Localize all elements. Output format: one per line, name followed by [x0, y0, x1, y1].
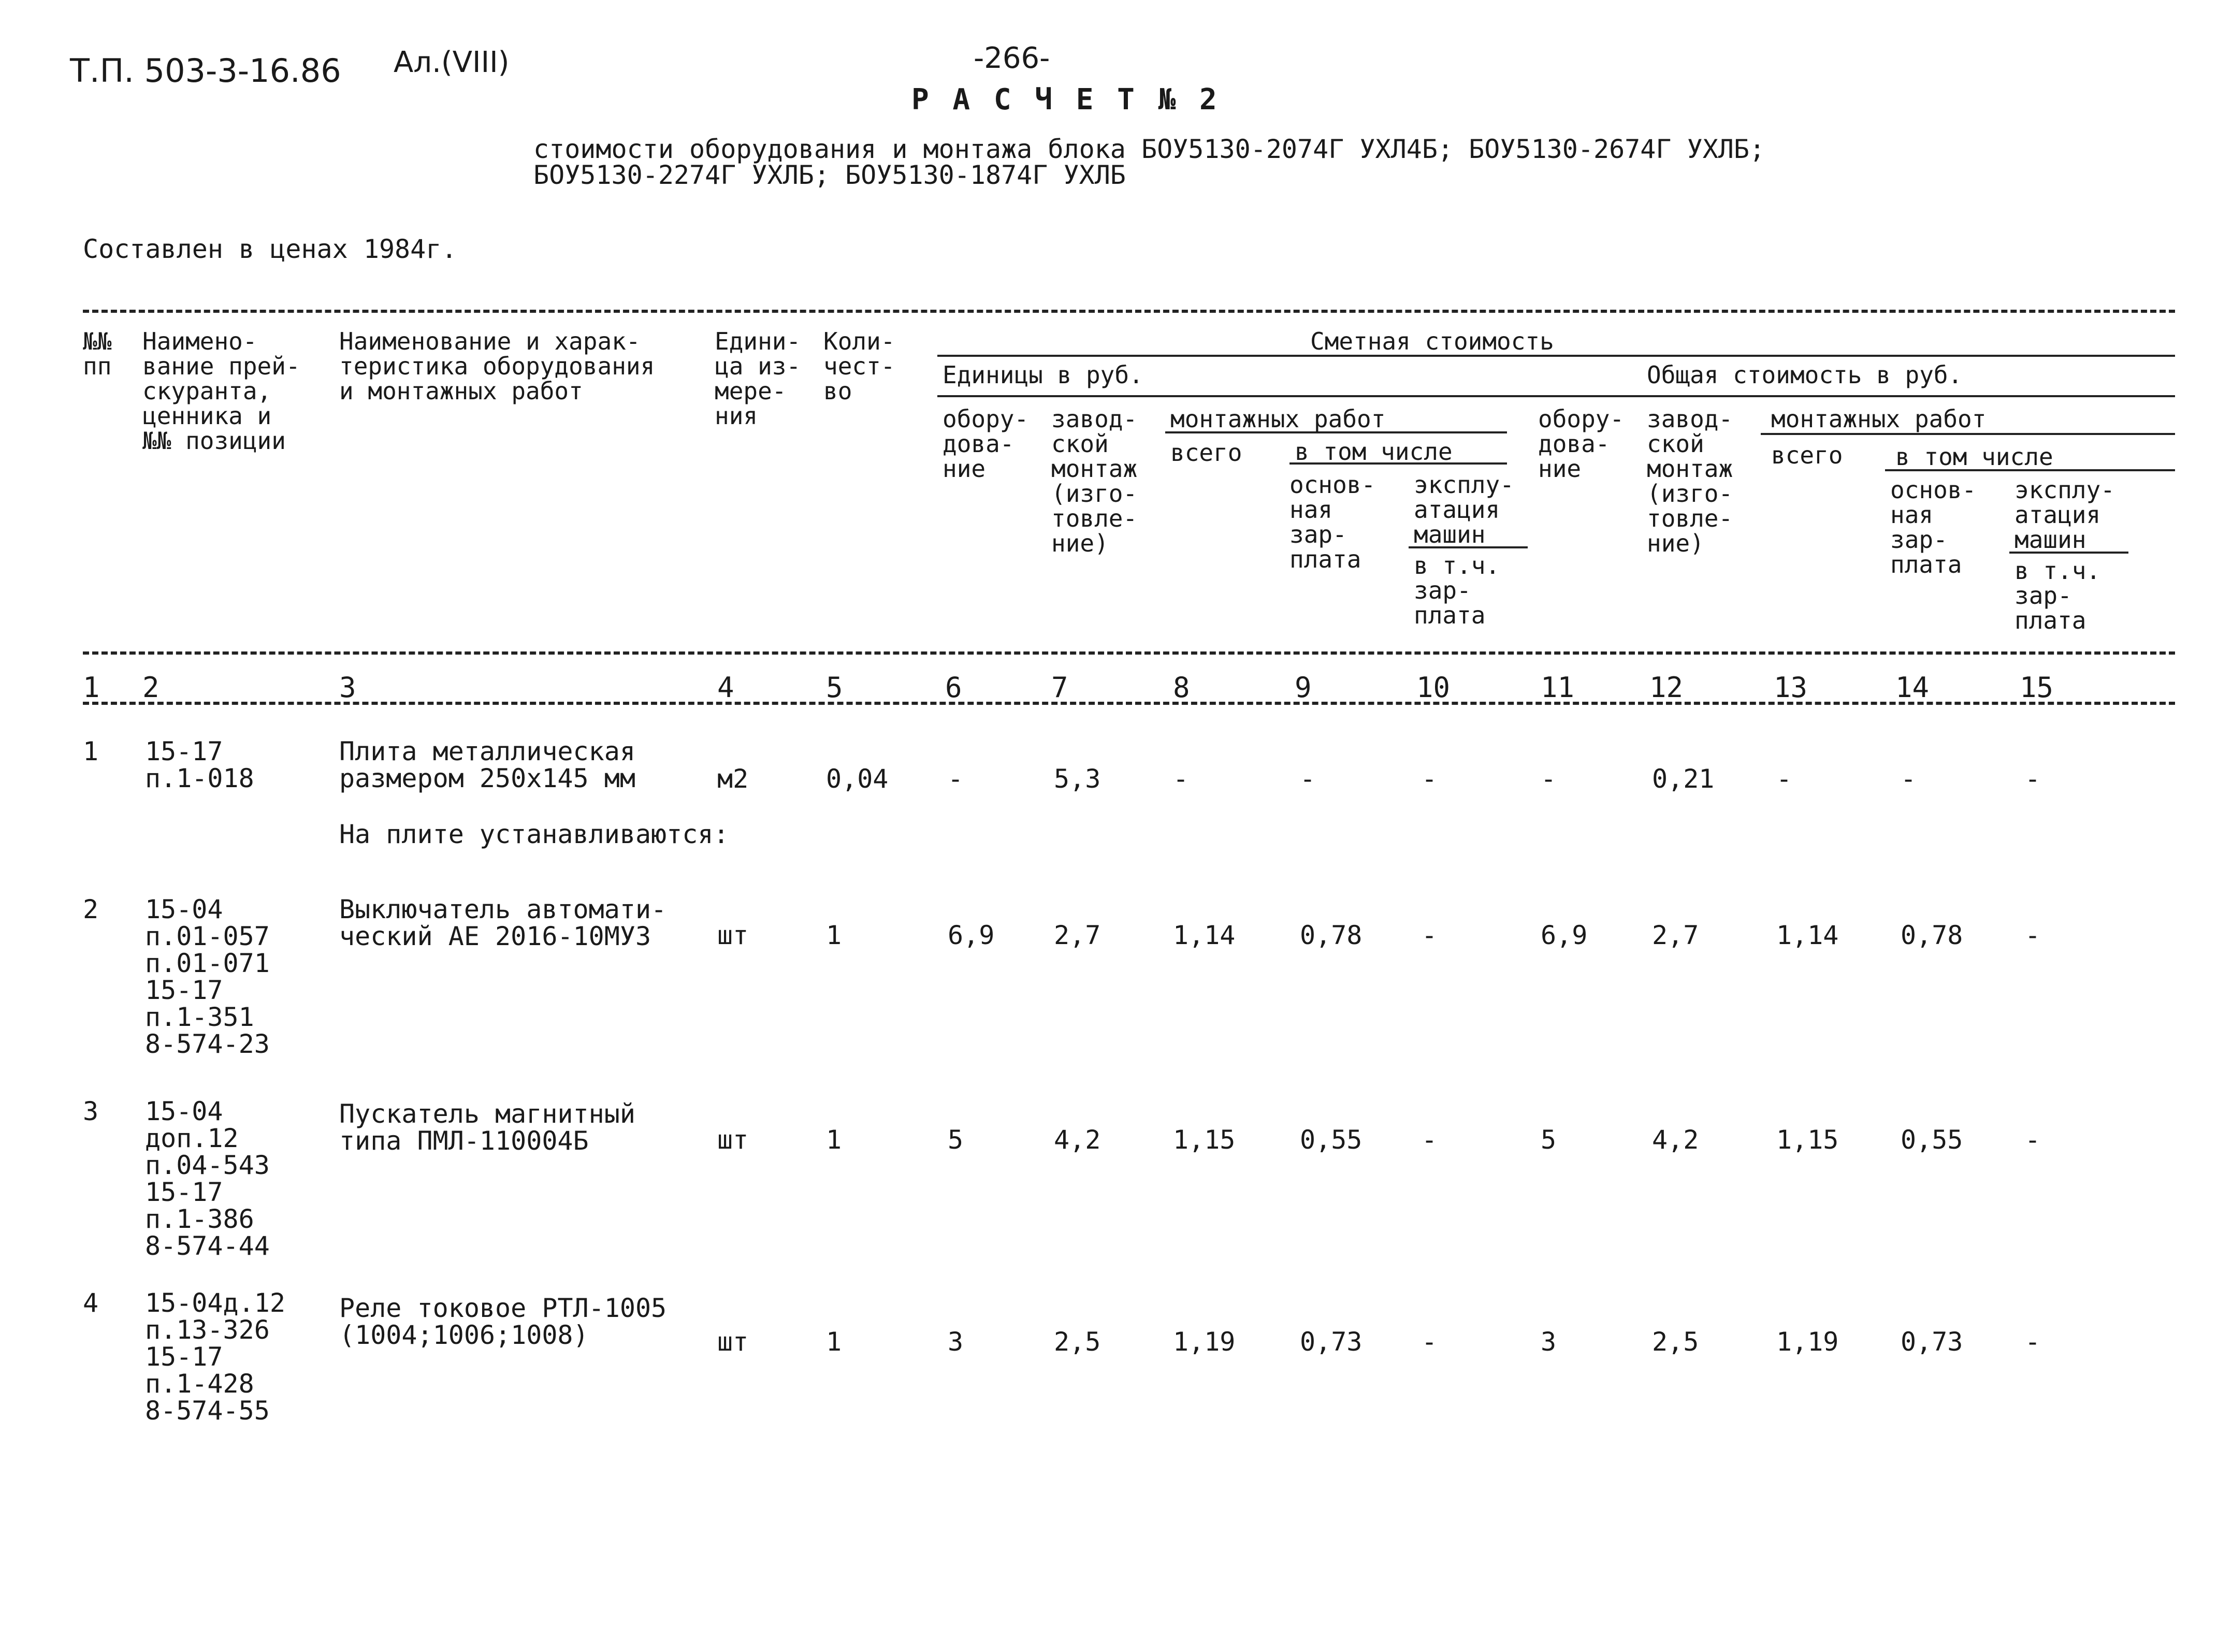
row-4-col6: 3 — [948, 1327, 964, 1357]
album-number: Ал.(VIII) — [394, 46, 510, 79]
header-total-including: в том числе — [1895, 443, 2053, 471]
row-4-col14: 0,73 — [1901, 1327, 1963, 1357]
column-number: 3 — [339, 671, 356, 704]
document-code: Т.П. 503-3-16.86 — [70, 52, 341, 90]
row-2-quantity: 1 — [826, 920, 842, 950]
row-2-col11: 6,9 — [1541, 920, 1588, 950]
row-4-col10: - — [1422, 1327, 1438, 1357]
row-3-unit: шт — [717, 1125, 749, 1155]
row-3-col11: 5 — [1541, 1125, 1557, 1155]
row-1-col6: - — [948, 764, 964, 794]
row-1-reference: 15-17 п.1-018 — [145, 736, 254, 793]
column-number: 1 — [83, 671, 100, 704]
header-unit-total: всего — [1170, 439, 1242, 467]
header-unit-wage: основ- ная зар- плата — [1289, 471, 1376, 573]
row-3-col9: 0,55 — [1300, 1125, 1363, 1155]
row-3-number: 3 — [83, 1096, 99, 1126]
header-unit-machines: эксплу- атация машин — [1414, 471, 1514, 548]
header-unit: Едини- ца из- мере- ния — [715, 327, 801, 430]
row-3-col6: 5 — [948, 1125, 964, 1155]
subtitle-line-1: стоимости оборудования и монтажа блока БОУ5130-2074Г УХЛ4Б; БОУ5130-2674Г УХЛБ; — [533, 134, 1765, 164]
column-number: 12 — [1649, 671, 1684, 704]
row-3-col10: - — [1422, 1125, 1438, 1155]
row-1-number: 1 — [83, 736, 99, 766]
column-number: 6 — [945, 671, 962, 704]
header-unit-including: в том числе — [1295, 438, 1453, 466]
page-title: Р А С Ч Е Т № 2 — [911, 83, 1220, 117]
column-number: 14 — [1895, 671, 1930, 704]
subtitle-line-2: БОУ5130-2274Г УХЛБ; БОУ5130-1874Г УХЛБ — [533, 160, 1126, 190]
total-install-rule — [1761, 433, 2175, 435]
header-unit-installation: монтажных работ — [1170, 405, 1386, 433]
unit-total-rule — [937, 395, 2175, 397]
row-4-col11: 3 — [1541, 1327, 1557, 1357]
row-3-col15: - — [2025, 1125, 2041, 1155]
header-total-all: всего — [1771, 441, 1843, 469]
row-1-col7: 5,3 — [1054, 764, 1101, 794]
header-total-cost: Общая стоимость в руб. — [1647, 361, 1963, 389]
row-2-col15: - — [2025, 920, 2041, 950]
header-price-list: Наимено- вание прей- скуранта, ценника и №№ позиции — [142, 327, 300, 455]
page-number: -266- — [974, 41, 1050, 75]
row-1-col11: - — [1541, 764, 1557, 794]
header-unit-cost: Единицы в руб. — [943, 361, 1143, 389]
row-3-quantity: 1 — [826, 1125, 842, 1155]
row-4-col12: 2,5 — [1652, 1327, 1699, 1357]
row-1-col10: - — [1422, 764, 1438, 794]
row-2-col7: 2,7 — [1054, 920, 1101, 950]
row-4-col13: 1,19 — [1776, 1327, 1839, 1357]
row-1-quantity: 0,04 — [826, 764, 889, 794]
header-item-name: Наименование и харак- теристика оборудования и монтажных работ — [339, 327, 655, 405]
row-4-col9: 0,73 — [1300, 1327, 1363, 1357]
row-4-number: 4 — [83, 1288, 99, 1318]
column-number: 9 — [1295, 671, 1312, 704]
row-4-col7: 2,5 — [1054, 1327, 1101, 1357]
header-total-machines: эксплу- атация машин — [2014, 476, 2115, 554]
header-total-installation: монтажных работ — [1771, 405, 1987, 433]
header-bottom-rule — [83, 651, 2175, 655]
row-2-number: 2 — [83, 894, 99, 924]
column-number: 8 — [1173, 671, 1190, 704]
row-3-col14: 0,55 — [1901, 1125, 1963, 1155]
plate-note: На плите устанавливаются: — [339, 819, 729, 849]
row-3-reference: 15-04 доп.12 п.04-543 15-17 п.1-386 8-574-44 — [145, 1096, 270, 1261]
row-2-reference: 15-04 п.01-057 п.01-071 15-17 п.1-351 8-574-23 — [145, 894, 270, 1059]
prices-note: Составлен в ценах 1984г. — [83, 234, 457, 264]
header-total-wage: основ- ная зар- плата — [1890, 476, 1977, 578]
row-4-quantity: 1 — [826, 1327, 842, 1357]
header-row-number: №№ пп — [83, 327, 112, 380]
column-number: 11 — [1541, 671, 1575, 704]
column-number: 13 — [1774, 671, 1808, 704]
row-4-unit: шт — [717, 1327, 749, 1357]
column-number: 2 — [142, 671, 160, 704]
header-unit-factory: завод- ской монтаж (изго- товле- ние) — [1051, 405, 1138, 557]
row-4-name: Реле токовое РТЛ-1005 (1004;1006;1008) — [339, 1293, 667, 1350]
column-number: 5 — [826, 671, 843, 704]
header-unit-equipment: обору- дова- ние — [943, 405, 1029, 483]
header-total-equipment: обору- дова- ние — [1538, 405, 1625, 483]
row-2-col13: 1,14 — [1776, 920, 1839, 950]
row-3-col12: 4,2 — [1652, 1125, 1699, 1155]
row-1-col15: - — [2025, 764, 2041, 794]
header-quantity: Коли- чест- во — [823, 327, 895, 405]
row-1-name: Плита металлическая размером 250х145 мм — [339, 736, 635, 793]
header-total-machines-wage: в т.ч. зар- плата — [2014, 557, 2101, 634]
cost-group-rule — [937, 355, 2175, 357]
row-1-col12: 0,21 — [1652, 764, 1715, 794]
row-1-col8: - — [1173, 764, 1189, 794]
row-2-col9: 0,78 — [1300, 920, 1363, 950]
header-estimated-cost: Сметная стоимость — [1310, 327, 1554, 355]
row-3-name: Пускатель магнитный типа ПМЛ-110004Б — [339, 1099, 635, 1156]
row-4-col15: - — [2025, 1327, 2041, 1357]
row-3-col13: 1,15 — [1776, 1125, 1839, 1155]
row-3-col7: 4,2 — [1054, 1125, 1101, 1155]
row-1-col9: - — [1300, 764, 1316, 794]
column-number: 4 — [717, 671, 734, 704]
header-total-factory: завод- ской монтаж (изго- товле- ние) — [1647, 405, 1733, 557]
column-number: 10 — [1416, 671, 1451, 704]
row-1-unit: м2 — [717, 764, 749, 794]
row-4-reference: 15-04д.12 п.13-326 15-17 п.1-428 8-574-55 — [145, 1288, 285, 1426]
column-number: 7 — [1051, 671, 1068, 704]
row-1-col14: - — [1901, 764, 1917, 794]
row-3-col8: 1,15 — [1173, 1125, 1236, 1155]
row-2-col12: 2,7 — [1652, 920, 1699, 950]
row-2-unit: шт — [717, 920, 749, 950]
row-2-col6: 6,9 — [948, 920, 995, 950]
row-2-col10: - — [1422, 920, 1438, 950]
table-top-rule — [83, 310, 2175, 313]
row-4-col8: 1,19 — [1173, 1327, 1236, 1357]
row-1-col13: - — [1776, 764, 1792, 794]
header-unit-machines-wage: в т.ч. зар- плата — [1414, 552, 1500, 629]
row-2-col14: 0,78 — [1901, 920, 1963, 950]
row-2-name: Выключатель автомати- ческий АЕ 2016-10МУ3 — [339, 894, 667, 951]
column-number: 15 — [2020, 671, 2054, 704]
row-2-col8: 1,14 — [1173, 920, 1236, 950]
column-numbers-rule — [83, 702, 2175, 705]
